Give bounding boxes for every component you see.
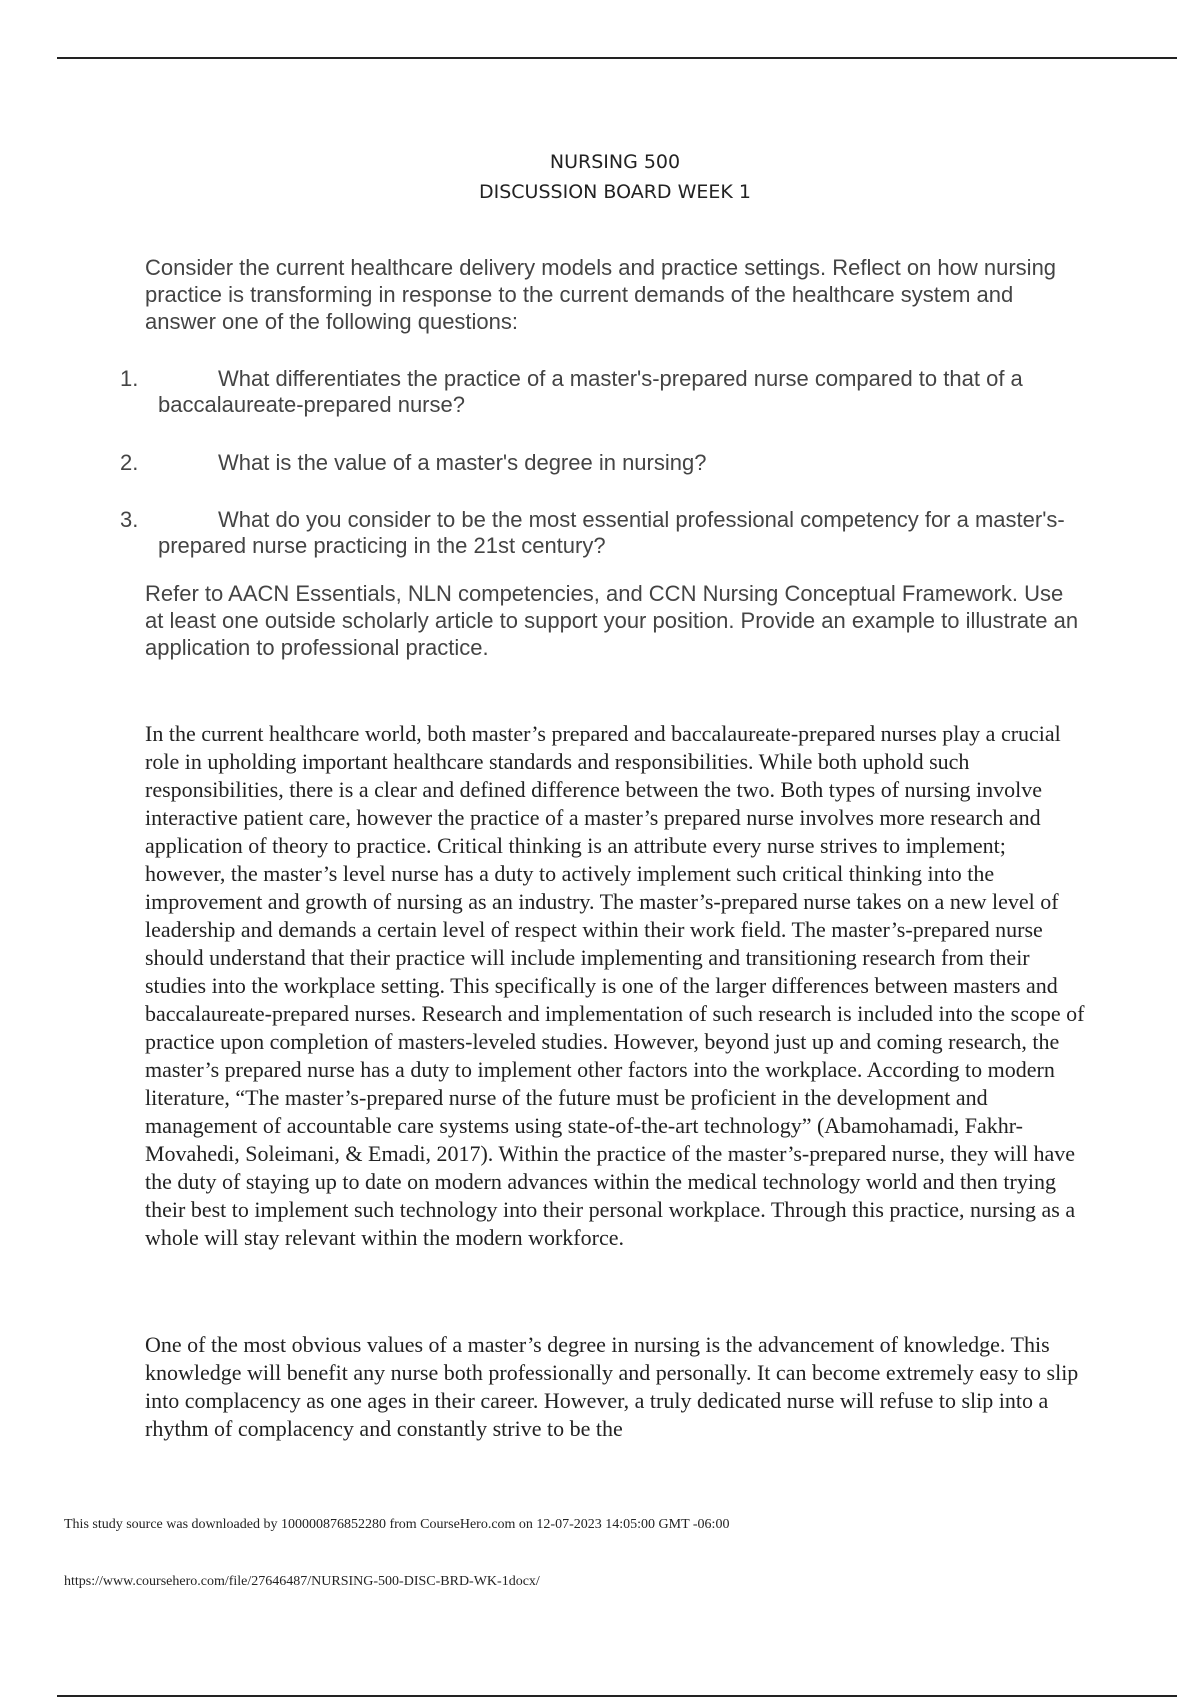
- source-url: https://www.coursehero.com/file/27646487/NURSING-500-DISC-BRD-WK-1docx/: [64, 1574, 540, 1589]
- question-item: [120, 507, 1100, 559]
- question-item: [120, 450, 1100, 476]
- bottom-rule: [57, 1695, 1177, 1697]
- question-text: What differentiates the practice of a master's-prepared nurse compared to that of a baccalaureate-prepared nurse?: [158, 366, 1023, 417]
- question-text: What is the value of a master's degree in nursing?: [218, 450, 707, 475]
- assignment-title: DISCUSSION BOARD WEEK 1: [479, 181, 751, 203]
- prompt-intro: Consider the current healthcare delivery models and practice settings. Reflect on how nursing practice is transforming in response to the current demands of the healthcare system and answer one of the following questions:: [145, 255, 1057, 334]
- question-text: What do you consider to be the most essential professional competency for a master's-prepared nurse practicing in the 21st century?: [158, 507, 1065, 558]
- course-title: NURSING 500: [549, 151, 681, 173]
- download-notice: This study source was downloaded by 100000876852280 from CourseHero.com on 12-07-2023 14:05:00 GMT -06:00: [64, 1517, 730, 1532]
- essay-paragraph: In the current healthcare world, both master’s prepared and baccalaureate-prepared nurses play a crucial role in upholding important healthcare standards and responsibilities. While both uphold such responsibilities, there is a clear and defined difference between the two. Both types of nursing involve interactive patient care, however the practice of a master’s prepared nurse involves more research and application of theory to practice. Critical thinking is an attribute every nurse strives to implement; however, the master’s level nurse has a duty to actively implement such critical thinking into the improvement and growth of nursing as an industry. The master’s-prepared nurse takes on a new level of leadership and demands a certain level of respect within their work field. The master’s-prepared nurse should understand that their practice will include implementing and transitioning research from their studies into the workplace setting. This specifically is one of the larger differences between masters and baccalaureate-prepared nurses. Research and implementation of such research is included into the scope of practice upon completion of masters-leveled studies. However, beyond just up and coming research, the master’s prepared nurse has a duty to implement other factors into the workplace. According to modern literature, “The master’s-prepared nurse of the future must be proficient in the development and management of accountable care systems using state-of-the-art technology” (Abamohamadi, Fakhr-Movahedi, Soleimani, & Emadi, 2017). Within the practice of the master’s-prepared nurse, they will have the duty of staying up to date on modern advances within the medical technology world and then trying their best to implement such technology into their personal workplace. Through this practice, nursing as a whole will stay relevant within the modern workforce.: [145, 721, 1085, 1250]
- top-rule: [57, 57, 1177, 59]
- essay-paragraph: One of the most obvious values of a master’s degree in nursing is the advancement of knowledge. This knowledge will benefit any nurse both professionally and personally. It can become extremely easy to slip into complacency as one ages in their career. However, a truly dedicated nurse will refuse to slip into a rhythm of complacency and constantly strive to be the: [145, 1332, 1079, 1441]
- question-list: [120, 366, 1100, 591]
- document-title-block: [0, 147, 1200, 207]
- question-number: 1.: [120, 366, 139, 391]
- question-number: 2.: [120, 450, 139, 475]
- question-number: 3.: [120, 507, 139, 532]
- prompt-instructions: Refer to AACN Essentials, NLN competencies, and CCN Nursing Conceptual Framework. Use at least one outside scholarly article to support your position. Provide an example to illustrate an application to professional practice.: [145, 581, 1079, 660]
- question-item: [120, 366, 1100, 418]
